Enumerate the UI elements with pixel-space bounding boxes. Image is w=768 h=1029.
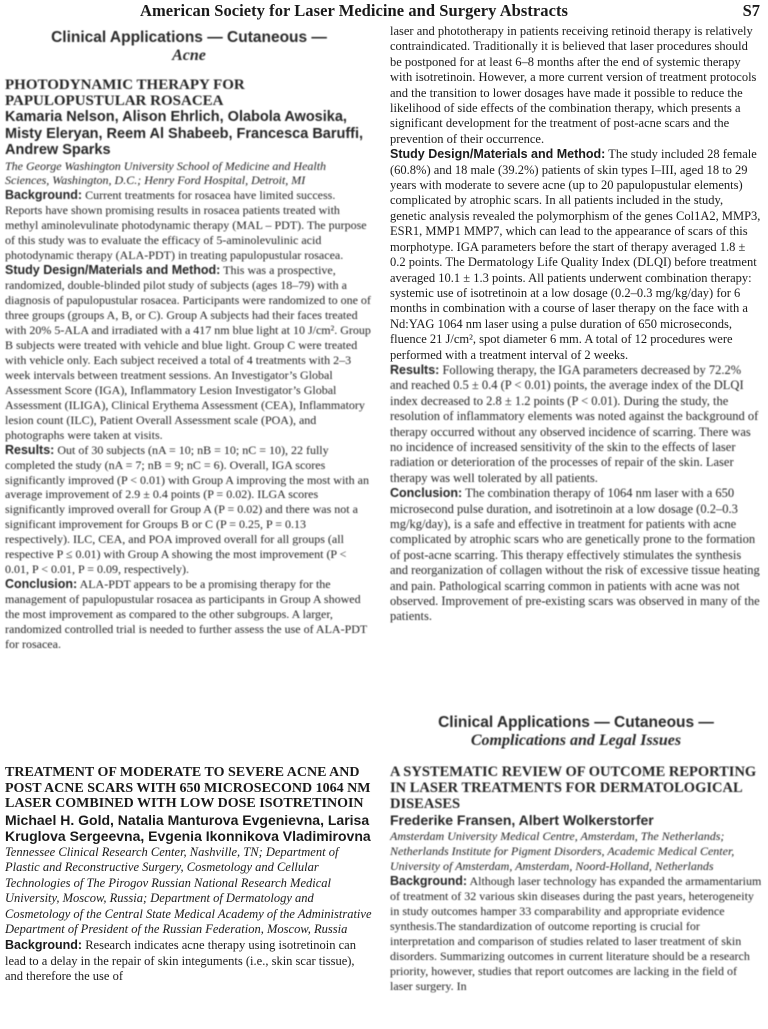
design-text: This was a prospective, randomized, double-blinded pilot study of subjects (ages 18–79) with a diagnosis of papulopustular rosacea. Participants were randomized to one of three groups (groups A, B, or C). Group A subjects had their faces treated with 20% 5-ALA and irradiated with a 417 nm blue light at 10 J/cm². Group B subjects were treated with vehicle and blue light. Group C were treated with vehicle only. Each subject received a total of 4 treatments with 2–3 week intervals between treatment sessions. An Investigator’s Global Assessment Score (IGA), Inflammatory Lesion Investigator’s Global Assessment (ILIGA), Clinical Erythema Assessment (CEA), Inflammatory lesion count (ILC), Patient Overall Assessment scale (POA), and photographs were taken at visits. xyxy=(5,263,371,442)
results-text: Out of 30 subjects (nA = 10; nB = 10; nC = 10), 22 fully completed the study (nA = 7; nB = 9; nC = 6). Overall, IGA scores significantly improved (P < 0.01) with Group A improving the most with an average improvement of 2.9 ± 0.4 points (P = 0.02). ILGA scores significantly improved overall for Group A (P = 0.02) and there was not a significant improvement for Groups B or C (P = 0.25, P = 0.13 respectively). ILC, CEA, and POA improved overall for all groups (all respective P ≤ 0.01) with Group A showing the most improvement (P < 0.01, P < 0.01, P = 0.09, respectively). xyxy=(5,442,369,577)
abstract-title: PHOTODYNAMIC THERAPY FOR PAPULOPUSTULAR ROSACEA xyxy=(5,77,245,109)
abstract-affiliation: Tennessee Clinical Research Center, Nashville, TN; Department of Plastic and Reconstructive Surgery, Cosmetology and Cellular Technologies of The Pirogov Russian National Research Medical University, Moscow, Russia; Department of Dermatology and Cosmetology of the Central State Medical Academy of the Administrative Department of President of the Russian Federation, Moscow, Russia xyxy=(5,844,372,937)
abstract-acne-laser-continued xyxy=(390,24,762,625)
journal-title: American Society for Laser Medicine and Surgery Abstracts xyxy=(140,1,568,20)
design-paragraph xyxy=(390,147,762,363)
continuation-paragraph: laser and phototherapy in patients receiving retinoid therapy is relatively contraindicated. Traditionally it is believed that laser procedures should be postponed for at least 6–8 months after the end of systemic therapy with isotretinoin. However, a more current version of treatment protocols and the transition to lower dosages have made it possible to reduce the likelihood of side effects of the combination therapy, which presents a significant development for the treatment of post-acne scars and the prevention of their occurrence. xyxy=(390,24,757,146)
running-head xyxy=(0,0,768,22)
section-subtitle: Acne xyxy=(172,47,206,64)
background-paragraph xyxy=(5,938,373,985)
left-column xyxy=(5,24,373,1029)
abstract-affiliation: The George Washington University School of Medicine and Health Sciences, Washington, D.C.; Henry Ford Hospital, Detroit, MI xyxy=(5,158,327,188)
section-title: Clinical Applications — Cutaneous — xyxy=(438,714,714,731)
section-heading xyxy=(390,714,762,750)
results-label: Results: xyxy=(390,362,440,377)
background-text: Although laser technology has expanded the armamentarium of treatment of 32 various skin diseases during the past years, heterogeneity in study outcomes hamper 33 comparability and appropriate evidence synthesis.The standardization of outcome reporting is crucial for interpretation and comparison of studies related to laser treatment of skin disorders. Summarizing outcomes in current literature should be a research priority, however, studies that report outcomes are lacking in the field of laser surgery. In xyxy=(390,874,762,994)
conclusion-paragraph xyxy=(390,486,762,625)
design-paragraph xyxy=(5,263,373,442)
design-text: The study included 28 female (60.8%) and 18 male (39.2%) patients of skin types I–III, aged 18 to 29 years with moderate to severe acne (up to 20 papulopustular elements) complicated by atrophic scars. In all patients included in the study, genetic analysis revealed the polymorphism of the genes Col1A2, MMP3, ESR1, MMP1 MMP7, which can lead to the appearance of scars of this morphotype. IGA parameters before the start of therapy averaged 1.8 ± 0.2 points. The Dermatology Life Quality Index (DLQI) before treatment averaged 10.1 ± 1.3 points. All patients underwent combination therapy: systemic use of isotretinoin at a low dosage (0.2–0.3 mg/kg/day) for 6 months in combination with a course of laser therapy on the face with a Nd:YAG 1064 nm laser using a pulse duration of 650 microseconds, fluence 21 J/cm², spot diameter 6 mm. A total of 12 procedures were performed with a treatment interval of 2 weeks. xyxy=(390,147,761,362)
background-label: Background: xyxy=(5,188,83,203)
conclusion-text: ALA-PDT appears to be a promising therapy for the management of papulopustular rosacea as participants in Group A showed the most improvement as compared to the other subgroups. A larger, randomized controlled trial is needed to further assess the use of ALA-PDT for rosacea. xyxy=(5,577,368,651)
abstract-authors: Frederike Fransen, Albert Wolkerstorfer xyxy=(390,812,654,828)
abstract-authors: Michael H. Gold, Natalia Manturova Evgenievna, Larisa Kruglova Sergeevna, Evgenia Ikonnikova Vladimirovna xyxy=(5,811,371,844)
conclusion-label: Conclusion: xyxy=(5,577,78,592)
section-title: Clinical Applications — Cutaneous — xyxy=(51,29,327,46)
results-paragraph xyxy=(5,443,373,578)
results-label: Results: xyxy=(5,442,55,457)
right-column xyxy=(390,24,762,1029)
results-paragraph xyxy=(390,363,762,486)
background-text: Current treatments for rosacea have limited success. Reports have shown promising results in rosacea patients treated with methyl aminolevulinate photodynamic therapy (MAL – PDT). The purpose of this study was to evaluate the efficacy of 5-aminolevulinic acid photodynamic therapy (ALA-PDT) in treating papulopustular rosacea. xyxy=(5,188,367,263)
abstract-title: A SYSTEMATIC REVIEW OF OUTCOME REPORTING IN LASER TREATMENTS FOR DERMATOLOGICAL DISEASES xyxy=(390,764,757,812)
design-label: Study Design/Materials and Method: xyxy=(5,263,221,278)
background-paragraph xyxy=(390,874,762,994)
conclusion-paragraph xyxy=(5,577,373,652)
blurred-block xyxy=(390,363,762,625)
abstract-rosacea xyxy=(5,29,373,652)
background-label: Background: xyxy=(5,938,83,953)
abstract-title: TREATMENT OF MODERATE TO SEVERE ACNE AND POST ACNE SCARS WITH 650 MICROSECOND 1064 NM LASER COMBINED WITH LOW DOSE ISOTRETINOIN xyxy=(5,765,371,811)
conclusion-label: Conclusion: xyxy=(390,486,463,501)
background-label: Background: xyxy=(390,874,468,889)
background-paragraph xyxy=(5,188,373,263)
abstract-acne-laser xyxy=(5,765,373,985)
results-text: Following therapy, the IGA parameters decreased by 72.2% and reached 0.5 ± 0.4 (P < 0.01) points, the average index of the DLQI index decreased to 2.8 ± 1.2 points (P < 0.01). During the study, the resolution of inflammatory elements was noted against the background of therapy occurred without any observed incidence of scarring. There was no incidence of increased sensitivity of the skin to the effects of laser radiation or deterioration of the processes of repair of the skin. Laser therapy was well tolerated by all patients. xyxy=(390,362,759,485)
section-heading xyxy=(5,29,373,65)
abstract-systematic-review xyxy=(390,714,762,994)
design-label: Study Design/Materials and Method: xyxy=(390,147,606,162)
section-subtitle: Complications and Legal Issues xyxy=(470,732,682,749)
abstract-authors: Kamaria Nelson, Alison Ehrlich, Olabola Awosika, Misty Eleryan, Reem Al Shabeeb, Francesca Baruffi, Andrew Sparks xyxy=(5,109,364,158)
abstract-affiliation: Amsterdam University Medical Centre, Amsterdam, The Netherlands; Netherlands Institute for Pigment Disorders, Academic Medical Center, University of Amsterdam, Amsterdam, Noord-Holland, Netherlands xyxy=(390,828,735,873)
page-number: S7 xyxy=(742,1,760,20)
conclusion-text: The combination therapy of 1064 nm laser with a 650 microsecond pulse duration, and isotretinoin at a low dosage (0.2–0.3 mg/kg/day), is a safe and effective in treatment for patients with acne complicated by atrophic scars who are genetically prone to the formation of post-acne scarring. This therapy effectively stimulates the synthesis and reorganization of collagen without the risk of excessive tissue heating and pain. Pathological scarring common in patients with acne was not observed. Improvement of pre-existing scars was observed in many of the patients. xyxy=(390,486,760,624)
background-text: Research indicates acne therapy using isotretinoin can lead to a delay in the repair of skin integuments (i.e., skin scar tissue), and therefore the use of xyxy=(5,938,356,984)
